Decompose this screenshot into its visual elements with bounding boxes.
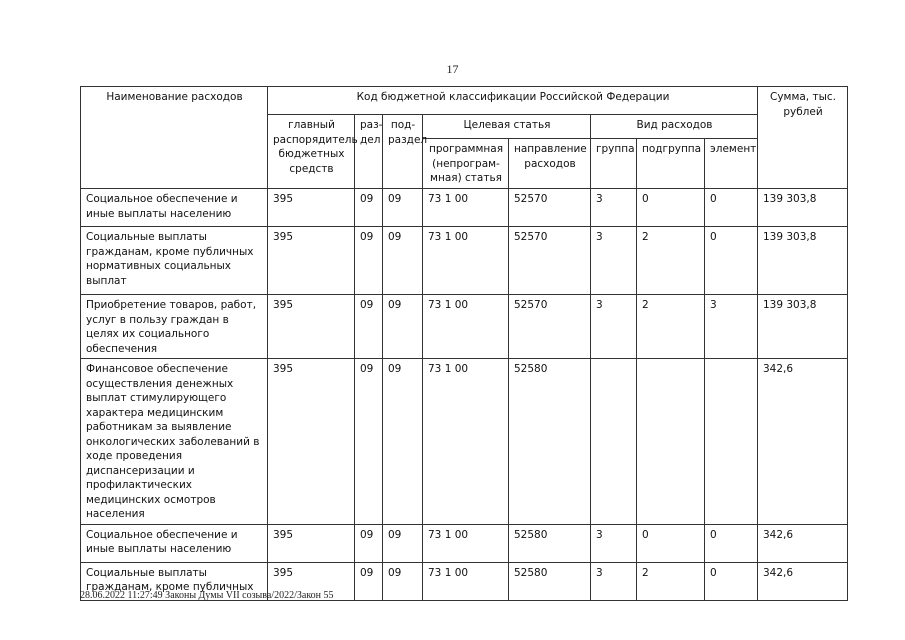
budget-table [80, 86, 848, 601]
row-sum: 342,6 [758, 562, 848, 600]
header-program: программная (непрограм-мная) статья [423, 139, 509, 189]
row-program: 73 1 00 [423, 227, 509, 295]
row-main-manager: 395 [268, 562, 355, 600]
table-row [81, 227, 848, 295]
row-sum: 139 303,8 [758, 295, 848, 359]
page-number: 17 [446, 62, 459, 76]
row-section: 09 [355, 359, 383, 525]
row-main-manager: 395 [268, 295, 355, 359]
row-group: 3 [591, 189, 637, 227]
table-row [81, 524, 848, 562]
table-row [81, 189, 848, 227]
row-section: 09 [355, 189, 383, 227]
row-name: Социальное обеспечение и иные выплаты населению [81, 524, 268, 562]
row-sum: 139 303,8 [758, 227, 848, 295]
row-name: Социальное обеспечение и иные выплаты населению [81, 189, 268, 227]
row-section: 09 [355, 227, 383, 295]
header-code-group: Код бюджетной классификации Российской Федерации [268, 87, 758, 115]
row-element: 0 [705, 189, 758, 227]
row-direction: 52580 [509, 562, 591, 600]
row-element: 0 [705, 562, 758, 600]
row-group: 3 [591, 227, 637, 295]
row-element: 0 [705, 524, 758, 562]
row-element: 0 [705, 227, 758, 295]
header-subgroup: подгруппа [637, 139, 705, 189]
row-program: 73 1 00 [423, 524, 509, 562]
row-subsection: 09 [383, 359, 423, 525]
row-subgroup: 0 [637, 189, 705, 227]
row-element: 3 [705, 295, 758, 359]
row-subsection: 09 [383, 524, 423, 562]
row-name: Социальные выплаты гражданам, кроме публичных [81, 562, 268, 600]
table-row [81, 295, 848, 359]
row-sum: 139 303,8 [758, 189, 848, 227]
row-main-manager: 395 [268, 359, 355, 525]
row-name: Приобретение товаров, работ, услуг в пользу граждан в целях их социального обеспечения [81, 295, 268, 359]
row-section: 09 [355, 524, 383, 562]
row-sum: 342,6 [758, 359, 848, 525]
row-group [591, 359, 637, 525]
row-subsection: 09 [383, 295, 423, 359]
row-element [705, 359, 758, 525]
header-sum: Сумма, тыс. рублей [758, 87, 848, 189]
header-section: раз-дел [355, 115, 383, 189]
row-subgroup: 2 [637, 227, 705, 295]
row-direction: 52570 [509, 189, 591, 227]
row-section: 09 [355, 562, 383, 600]
row-group: 3 [591, 524, 637, 562]
row-name: Социальные выплаты гражданам, кроме публичных нормативных социальных выплат [81, 227, 268, 295]
header-group: группа [591, 139, 637, 189]
row-main-manager: 395 [268, 524, 355, 562]
row-program: 73 1 00 [423, 189, 509, 227]
row-group: 3 [591, 295, 637, 359]
header-target-article: Целевая статья [423, 115, 591, 139]
row-direction: 52570 [509, 295, 591, 359]
header-subsection: под-раздел [383, 115, 423, 189]
row-subsection: 09 [383, 227, 423, 295]
header-element: элемент [705, 139, 758, 189]
row-direction: 52570 [509, 227, 591, 295]
row-subgroup: 2 [637, 562, 705, 600]
document-footer: 28.06.2022 11:27:49 Законы Думы VII созыва/2022/Закон 55 [80, 590, 334, 601]
row-group: 3 [591, 562, 637, 600]
row-subgroup: 0 [637, 524, 705, 562]
row-program: 73 1 00 [423, 562, 509, 600]
row-sum: 342,6 [758, 524, 848, 562]
row-direction: 52580 [509, 524, 591, 562]
row-program: 73 1 00 [423, 359, 509, 525]
table-row [81, 359, 848, 525]
row-subsection: 09 [383, 562, 423, 600]
row-subsection: 09 [383, 189, 423, 227]
row-name: Финансовое обеспечение осуществления денежных выплат стимулирующего характера медицинским работникам за выявление онкологических заболеваний в ходе проведения диспансеризации и профилактических медицинских осмотров населения [81, 359, 268, 525]
header-direction: направление расходов [509, 139, 591, 189]
row-main-manager: 395 [268, 189, 355, 227]
header-expense-type: Вид расходов [591, 115, 758, 139]
header-main-manager: главный распорядитель бюджетных средств [268, 115, 355, 189]
row-direction: 52580 [509, 359, 591, 525]
header-name: Наименование расходов [81, 87, 268, 189]
row-program: 73 1 00 [423, 295, 509, 359]
row-subgroup: 2 [637, 295, 705, 359]
row-main-manager: 395 [268, 227, 355, 295]
row-subgroup [637, 359, 705, 525]
row-section: 09 [355, 295, 383, 359]
